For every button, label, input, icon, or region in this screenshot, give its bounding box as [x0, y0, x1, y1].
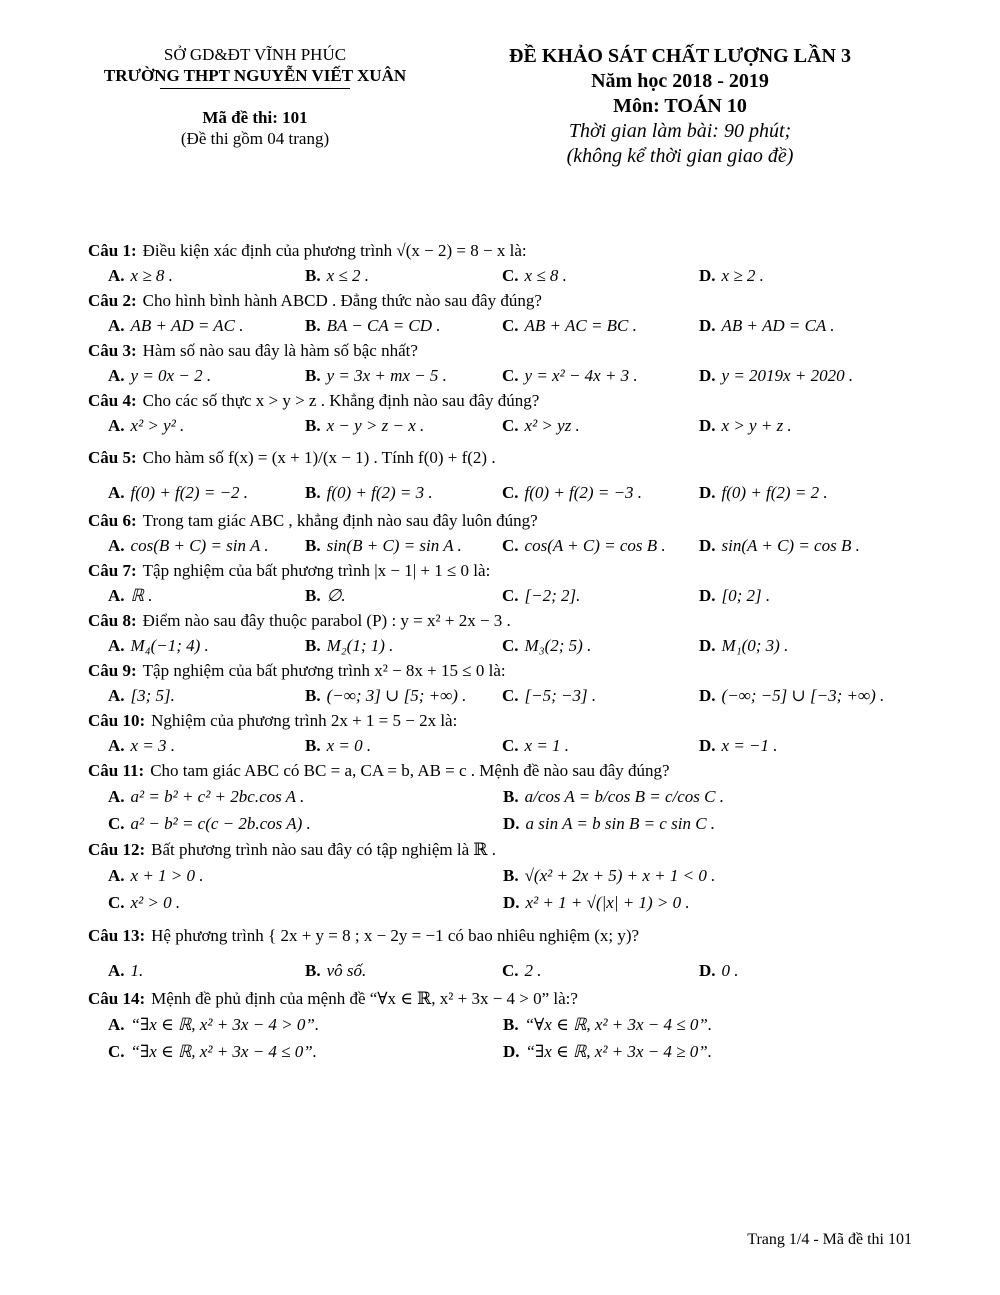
- option-text: vô số.: [326, 961, 367, 980]
- answer-option: [305, 416, 502, 436]
- option-letter: B.: [305, 315, 321, 335]
- option-text: AB + AD = AC .: [130, 315, 244, 335]
- option-text: “∀x ∈ ℝ, x² + 3x − 4 ≤ 0”.: [524, 1014, 713, 1034]
- option-letter: B.: [305, 265, 321, 285]
- answer-option: [699, 686, 896, 706]
- question-13: [88, 916, 918, 986]
- option-text: x ≤ 2 .: [326, 265, 369, 285]
- question-text: Hệ phương trình { 2x + y = 8 ; x − 2y = −1 có bao nhiêu nghiệm (x; y)?: [151, 926, 640, 945]
- option-letter: D.: [503, 1041, 520, 1061]
- option-letter: B.: [503, 865, 519, 885]
- option-letter: A.: [108, 415, 125, 435]
- option-text: M₄(−1; 4) .: [130, 635, 209, 655]
- option-letter: A.: [108, 585, 125, 605]
- answer-option: [305, 316, 502, 336]
- question-label: Câu 5:: [88, 448, 137, 467]
- question-stem: [88, 388, 918, 413]
- answer-option: [305, 961, 502, 981]
- option-text: BA − CA = CD .: [326, 315, 441, 335]
- question-14: [88, 986, 918, 1065]
- exam-title: ĐỀ KHẢO SÁT CHẤT LƯỢNG LẦN 3: [509, 45, 851, 67]
- option-letter: D.: [699, 483, 716, 502]
- option-letter: A.: [108, 685, 125, 705]
- question-stem: [88, 288, 918, 313]
- answer-option: [108, 366, 305, 386]
- option-letter: B.: [503, 1014, 519, 1034]
- option-letter: D.: [699, 735, 716, 755]
- answer-option: [502, 416, 699, 436]
- question-12: [88, 837, 918, 916]
- answer-options: [88, 862, 918, 916]
- option-letter: A.: [108, 535, 125, 555]
- question-label: Câu 4:: [88, 390, 137, 410]
- question-text: Cho tam giác ABC có BC = a, CA = b, AB = c . Mệnh đề nào sau đây đúng?: [150, 760, 670, 780]
- option-letter: B.: [305, 535, 321, 555]
- question-11: [88, 758, 918, 837]
- answer-option: [305, 636, 502, 656]
- option-letter: C.: [502, 735, 519, 755]
- option-text: f(0) + f(2) = −3 .: [524, 483, 643, 502]
- subject: Môn: TOÁN 10: [613, 95, 747, 117]
- answer-option: [108, 686, 305, 706]
- option-text: M₃(2; 5) .: [524, 635, 592, 655]
- question-stem: [88, 658, 918, 683]
- answer-option: [108, 483, 305, 503]
- option-letter: D.: [699, 315, 716, 335]
- page-footer: Trang 1/4 - Mã đề thi 101: [747, 1231, 912, 1248]
- option-letter: A.: [108, 961, 125, 980]
- answer-options: [88, 733, 918, 758]
- option-letter: C.: [502, 315, 519, 335]
- question-text: Cho hình bình hành ABCD . Đẳng thức nào sau đây đúng?: [142, 290, 542, 310]
- answer-option: [699, 416, 896, 436]
- answer-option: [502, 536, 699, 556]
- option-text: x = 3 .: [130, 735, 176, 755]
- answer-option: [503, 1038, 898, 1065]
- answer-options: [88, 533, 918, 558]
- time-note: (không kể thời gian giao đề): [566, 145, 794, 167]
- question-stem: [88, 758, 918, 783]
- answer-options: [88, 783, 918, 837]
- answer-option: [305, 586, 502, 606]
- question-text: Tập nghiệm của bất phương trình |x − 1| + 1 ≤ 0 là:: [142, 560, 491, 580]
- answer-option: [305, 686, 502, 706]
- option-text: x² > yz .: [524, 415, 580, 435]
- option-text: a/cos A = b/cos B = c/cos C .: [524, 786, 724, 806]
- answer-option: [502, 686, 699, 706]
- question-stem: [88, 916, 918, 956]
- option-letter: C.: [502, 265, 519, 285]
- school-name: TRƯỜNG THPT NGUYỄN VIẾT XUÂN: [103, 66, 407, 85]
- option-letter: C.: [502, 365, 519, 385]
- option-letter: B.: [305, 365, 321, 385]
- option-text: x = −1 .: [721, 735, 778, 755]
- option-text: y = 3x + mx − 5 .: [326, 365, 447, 385]
- option-text: x² > y² .: [130, 415, 185, 435]
- answer-option: [502, 366, 699, 386]
- option-text: [0; 2] .: [721, 585, 771, 605]
- option-letter: C.: [108, 813, 125, 833]
- question-text: Điểm nào sau đây thuộc parabol (P) : y = x² + 2x − 3 .: [142, 610, 511, 630]
- question-text: Bất phương trình nào sau đây có tập nghiệm là ℝ .: [151, 839, 497, 859]
- answer-option: [699, 483, 896, 503]
- answer-options: [88, 583, 918, 608]
- question-label: Câu 14:: [88, 988, 146, 1008]
- question-stem: [88, 238, 918, 263]
- option-text: y = x² − 4x + 3 .: [524, 365, 638, 385]
- option-text: a sin A = b sin B = c sin C .: [525, 813, 716, 833]
- question-stem: [88, 986, 918, 1011]
- question-text: Mệnh đề phủ định của mệnh đề “∀x ∈ ℝ, x² + 3x − 4 > 0” là:?: [151, 988, 578, 1008]
- option-text: x = 0 .: [326, 735, 372, 755]
- answer-option: [108, 536, 305, 556]
- question-2: [88, 288, 918, 338]
- question-10: [88, 708, 918, 758]
- answer-option: [108, 1011, 503, 1038]
- option-text: x = 1 .: [524, 735, 570, 755]
- answer-option: [108, 266, 305, 286]
- answer-option: [502, 961, 699, 981]
- dept-name: SỞ GD&ĐT VĨNH PHÚC: [163, 45, 347, 64]
- question-text: Trong tam giác ABC , khẳng định nào sau đây luôn đúng?: [142, 510, 538, 530]
- answer-options: [88, 478, 918, 508]
- answer-option: [108, 416, 305, 436]
- question-label: Câu 7:: [88, 560, 137, 580]
- answer-option: [305, 266, 502, 286]
- answer-option: [699, 636, 896, 656]
- question-label: Câu 2:: [88, 290, 137, 310]
- question-1: [88, 238, 918, 288]
- option-letter: B.: [305, 585, 321, 605]
- option-letter: C.: [502, 961, 519, 980]
- option-letter: C.: [502, 585, 519, 605]
- option-letter: D.: [699, 585, 716, 605]
- option-text: x > y + z .: [721, 415, 792, 435]
- option-letter: C.: [108, 892, 125, 912]
- option-letter: B.: [305, 635, 321, 655]
- option-letter: B.: [305, 735, 321, 755]
- option-letter: D.: [699, 685, 716, 705]
- question-8: [88, 608, 918, 658]
- pages-note: (Đề thi gồm 04 trang): [180, 129, 330, 148]
- option-letter: D.: [503, 892, 520, 912]
- answer-option: [305, 366, 502, 386]
- option-text: cos(B + C) = sin A .: [130, 535, 269, 555]
- option-text: √(x² + 2x + 5) + x + 1 < 0 .: [524, 865, 716, 885]
- option-letter: B.: [305, 961, 321, 980]
- option-text: y = 0x − 2 .: [130, 365, 212, 385]
- question-label: Câu 13:: [88, 926, 146, 945]
- school-underline: [160, 88, 350, 89]
- answer-option: [503, 810, 898, 837]
- option-text: (−∞; −5] ∪ [−3; +∞) .: [721, 685, 885, 705]
- answer-option: [699, 316, 896, 336]
- option-letter: B.: [503, 786, 519, 806]
- question-5: [88, 438, 918, 508]
- option-text: 0 .: [721, 961, 739, 980]
- option-text: ℝ .: [130, 585, 153, 605]
- answer-option: [502, 736, 699, 756]
- option-letter: A.: [108, 365, 125, 385]
- answer-option: [108, 961, 305, 981]
- answer-option: [108, 736, 305, 756]
- option-text: x − y > z − x .: [326, 415, 425, 435]
- option-text: x + 1 > 0 .: [130, 865, 204, 885]
- question-label: Câu 9:: [88, 660, 137, 680]
- question-label: Câu 12:: [88, 839, 146, 859]
- question-stem: [88, 438, 918, 478]
- answer-option: [503, 1011, 898, 1038]
- option-text: f(0) + f(2) = 2 .: [721, 483, 828, 502]
- option-text: sin(B + C) = sin A .: [326, 535, 462, 555]
- option-letter: D.: [699, 535, 716, 555]
- answer-options: [88, 313, 918, 338]
- exam-code: Mã đề thi: 101: [202, 108, 308, 127]
- time-limit: Thời gian làm bài: 90 phút;: [568, 120, 792, 142]
- answer-option: [502, 636, 699, 656]
- question-label: Câu 10:: [88, 710, 146, 730]
- option-text: sin(A + C) = cos B .: [721, 535, 860, 555]
- option-letter: C.: [502, 483, 519, 502]
- option-letter: C.: [502, 415, 519, 435]
- answer-option: [108, 862, 503, 889]
- option-letter: A.: [108, 635, 125, 655]
- answer-option: [108, 636, 305, 656]
- answer-option: [108, 586, 305, 606]
- option-text: x ≤ 8 .: [524, 265, 567, 285]
- question-stem: [88, 608, 918, 633]
- option-text: (−∞; 3] ∪ [5; +∞) .: [326, 685, 467, 705]
- option-letter: C.: [502, 535, 519, 555]
- option-text: x ≥ 2 .: [721, 265, 764, 285]
- answer-option: [503, 783, 898, 810]
- answer-option: [699, 536, 896, 556]
- answer-options: [88, 956, 918, 986]
- option-letter: B.: [305, 415, 321, 435]
- option-letter: A.: [108, 1014, 125, 1034]
- answer-options: [88, 263, 918, 288]
- answer-options: [88, 683, 918, 708]
- option-letter: C.: [502, 635, 519, 655]
- option-text: a² − b² = c(c − 2b.cos A) .: [130, 813, 311, 833]
- answer-option: [108, 316, 305, 336]
- option-text: M₁(0; 3) .: [721, 635, 789, 655]
- answer-option: [502, 266, 699, 286]
- option-letter: B.: [305, 685, 321, 705]
- answer-options: [88, 363, 918, 388]
- option-letter: C.: [502, 685, 519, 705]
- answer-option: [699, 736, 896, 756]
- option-letter: A.: [108, 865, 125, 885]
- answer-option: [699, 961, 896, 981]
- option-text: 2 .: [524, 961, 542, 980]
- answer-options: [88, 633, 918, 658]
- answer-options: [88, 1011, 918, 1065]
- answer-option: [503, 889, 898, 916]
- question-label: Câu 6:: [88, 510, 137, 530]
- option-text: cos(A + C) = cos B .: [524, 535, 666, 555]
- answer-option: [108, 889, 503, 916]
- option-letter: A.: [108, 315, 125, 335]
- option-text: [3; 5].: [130, 685, 175, 705]
- answer-option: [699, 586, 896, 606]
- option-text: “∃x ∈ ℝ, x² + 3x − 4 ≥ 0”.: [525, 1041, 712, 1061]
- question-stem: [88, 338, 918, 363]
- option-letter: D.: [699, 635, 716, 655]
- school-year: Năm học 2018 - 2019: [591, 70, 769, 92]
- option-text: x² > 0 .: [130, 892, 181, 912]
- option-letter: D.: [699, 365, 716, 385]
- question-text: Nghiệm của phương trình 2x + 1 = 5 − 2x là:: [151, 710, 458, 730]
- option-text: M₂(1; 1) .: [326, 635, 394, 655]
- option-text: a² = b² + c² + 2bc.cos A .: [130, 786, 305, 806]
- question-4: [88, 388, 918, 438]
- question-7: [88, 558, 918, 608]
- question-label: Câu 11:: [88, 760, 145, 780]
- question-3: [88, 338, 918, 388]
- answer-option: [108, 810, 503, 837]
- option-letter: D.: [699, 265, 716, 285]
- answer-option: [108, 783, 503, 810]
- question-label: Câu 1:: [88, 240, 137, 260]
- option-text: AB + AD = CA .: [721, 315, 835, 335]
- question-text: Cho các số thực x > y > z . Khẳng định nào sau đây đúng?: [142, 390, 540, 410]
- answer-option: [502, 316, 699, 336]
- option-text: 1.: [130, 961, 144, 980]
- option-text: f(0) + f(2) = 3 .: [326, 483, 433, 502]
- option-letter: A.: [108, 735, 125, 755]
- answer-option: [502, 483, 699, 503]
- option-letter: D.: [699, 961, 716, 980]
- question-stem: [88, 508, 918, 533]
- question-text: Điều kiện xác định của phương trình √(x − 2) = 8 − x là:: [142, 240, 527, 260]
- question-label: Câu 8:: [88, 610, 137, 630]
- option-text: [−5; −3] .: [524, 685, 597, 705]
- question-text: Cho hàm số f(x) = (x + 1)/(x − 1) . Tính f(0) + f(2) .: [142, 448, 496, 467]
- option-letter: B.: [305, 483, 321, 502]
- option-text: x² + 1 + √(|x| + 1) > 0 .: [525, 892, 690, 912]
- option-text: “∃x ∈ ℝ, x² + 3x − 4 ≤ 0”.: [130, 1041, 317, 1061]
- option-letter: D.: [699, 415, 716, 435]
- header-right: [470, 44, 890, 169]
- question-text: Hàm số nào sau đây là hàm số bậc nhất?: [142, 340, 418, 360]
- answer-option: [699, 266, 896, 286]
- question-stem: [88, 558, 918, 583]
- option-text: AB + AC = BC .: [524, 315, 637, 335]
- question-9: [88, 658, 918, 708]
- option-letter: A.: [108, 265, 125, 285]
- option-text: x ≥ 8 .: [130, 265, 173, 285]
- option-text: “∃x ∈ ℝ, x² + 3x − 4 > 0”.: [130, 1014, 320, 1034]
- option-text: [−2; 2].: [524, 585, 581, 605]
- question-text: Tập nghiệm của bất phương trình x² − 8x + 15 ≤ 0 là:: [142, 660, 506, 680]
- question-stem: [88, 708, 918, 733]
- answer-option: [305, 536, 502, 556]
- answer-option: [502, 586, 699, 606]
- option-text: f(0) + f(2) = −2 .: [130, 483, 249, 502]
- question-label: Câu 3:: [88, 340, 137, 360]
- option-letter: C.: [108, 1041, 125, 1061]
- option-letter: A.: [108, 483, 125, 502]
- option-text: ∅.: [326, 585, 346, 605]
- option-text: y = 2019x + 2020 .: [721, 365, 854, 385]
- question-stem: [88, 837, 918, 862]
- question-6: [88, 508, 918, 558]
- answer-option: [305, 483, 502, 503]
- question-list: [88, 238, 918, 1065]
- option-letter: D.: [503, 813, 520, 833]
- answer-option: [108, 1038, 503, 1065]
- answer-option: [503, 862, 898, 889]
- answer-option: [699, 366, 896, 386]
- answer-option: [305, 736, 502, 756]
- header-left: [80, 44, 430, 149]
- answer-options: [88, 413, 918, 438]
- option-letter: A.: [108, 786, 125, 806]
